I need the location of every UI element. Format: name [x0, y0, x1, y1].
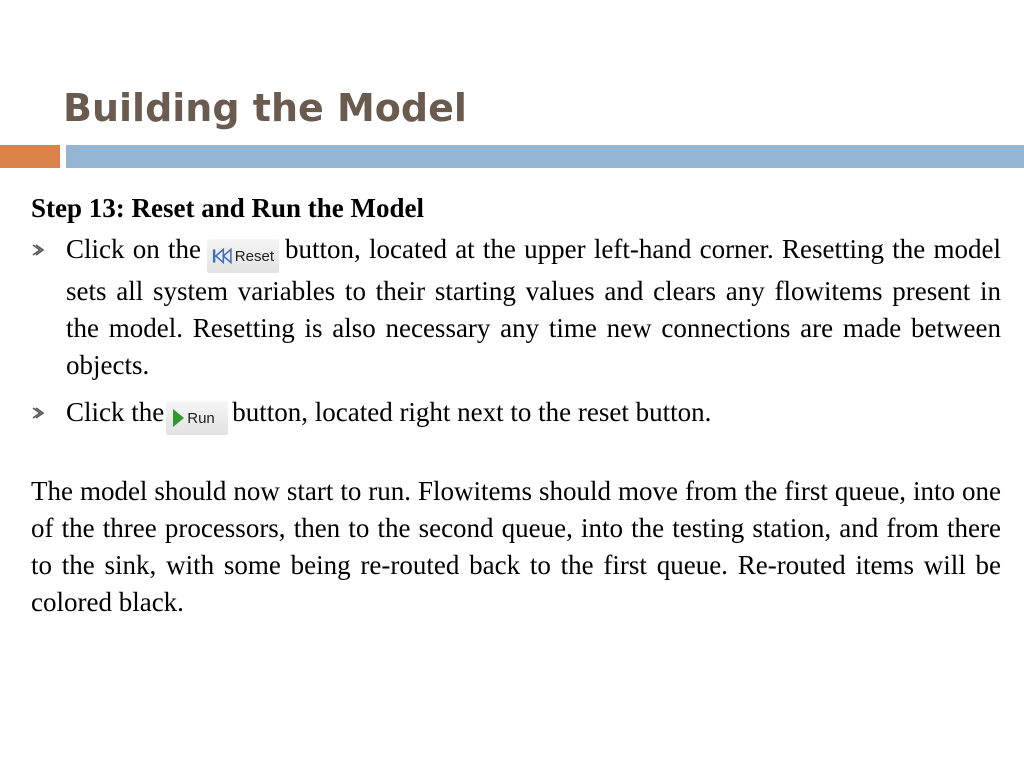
chevron-right-icon: [31, 231, 45, 268]
chevron-right-icon: [31, 394, 45, 431]
run-button-label: Run: [187, 409, 215, 427]
slide-content: [31, 190, 1001, 621]
accent-bar-orange: [0, 145, 60, 168]
bullet-text-after: button, located at the upper left-hand corner. Resetting the model sets all system variables to their starting values and clears any flowitems present in the model. Resetting is also necessary any time new connections are made between objects.: [66, 234, 1001, 380]
step-heading: Step 13: Reset and Run the Model: [31, 193, 425, 223]
list-item: [31, 231, 1001, 384]
bullet-text-before: Click the: [66, 397, 165, 427]
body-paragraph: The model should now start to run. Flowitems should move from the first queue, into one of the three processors, then to the second queue, into the testing station, and from there to the sink, with some being re-routed back to the first queue. Re-routed items will be colored black.: [31, 476, 1001, 617]
accent-bar-blue: [66, 145, 1024, 168]
bullet-list: [31, 231, 1001, 435]
run-button-image: [166, 401, 228, 435]
reset-rewind-icon: [212, 247, 233, 265]
reset-button-label: Reset: [234, 247, 274, 265]
reset-button-image: [207, 239, 279, 273]
bullet-text-after: button, located right next to the reset button.: [232, 397, 712, 427]
bullet-text-before: Click on the: [66, 234, 201, 264]
slide-title: Building the Model: [63, 86, 467, 130]
run-play-icon: [171, 408, 185, 428]
list-item: [31, 394, 1001, 435]
